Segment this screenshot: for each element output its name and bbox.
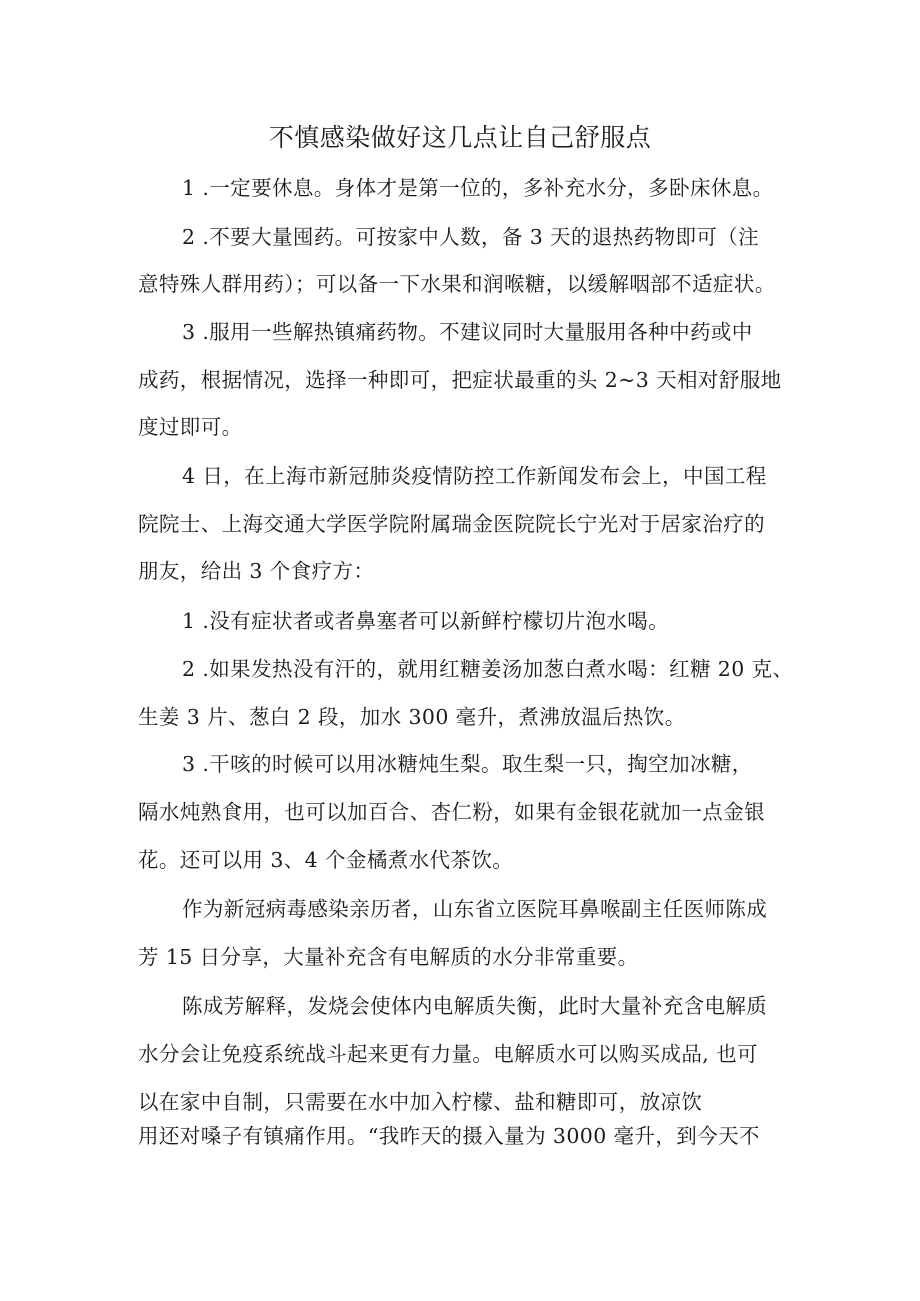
- text-line-18: 陈成芳解释，发烧会使体内电解质失衡，此时大量补充含电解质: [182, 994, 768, 1018]
- text-line-3: 意特殊人群用药）；可以备一下水果和润喉糖，以缓解咽部不适症状。: [138, 272, 776, 296]
- text-line-4: 3 .服用一些解热镇痛药物。不建议同时大量服用各种中药或中: [182, 320, 753, 344]
- text-line-15: 花。还可以用 3、4 个金橘煮水代茶饮。: [138, 848, 514, 872]
- text-line-6: 度过即可。: [138, 415, 243, 439]
- text-line-17: 芳 15 日分享，大量补充含有电解质的水分非常重要。: [138, 945, 639, 969]
- text-line-21: 用还对嗓子有镇痛作用。“我昨天的摄入量为 3000 毫升，到今天不: [138, 1124, 760, 1148]
- text-line-9: 朋友，给出 3 个食疗方：: [138, 559, 375, 583]
- text-line-8: 院院士、上海交通大学医学院附属瑞金医院院长宁光对于居家治疗的: [138, 512, 765, 536]
- text-line-16: 作为新冠病毒感染亲历者，山东省立医院耳鼻喉副主任医师陈成: [182, 897, 768, 921]
- document-title: 不慎感染做好这几点让自己舒服点: [268, 123, 652, 152]
- text-line-14: 隔水炖熟食用，也可以加百合、杏仁粉，如果有金银花就加一点金银: [138, 800, 765, 824]
- text-line-1: 1 .一定要休息。身体才是第一位的，多补充水分，多卧床休息。: [182, 176, 774, 200]
- text-line-2: 2 .不要大量囤药。可按家中人数，备 3 天的退热药物即可（注: [182, 225, 760, 249]
- text-line-5: 成药，根据情况，选择一种即可，把症状最重的头 2~3 天相对舒服地: [138, 368, 782, 392]
- text-line-13: 3 .干咳的时候可以用冰糖炖生梨。取生梨一只，掏空加冰糖，: [182, 752, 753, 776]
- text-line-11: 2 .如果发热没有汗的，就用红糖姜汤加葱白煮水喝：红糖 20 克、: [182, 657, 794, 681]
- text-line-7: 4 日，在上海市新冠肺炎疫情防控工作新闻发布会上，中国工程: [182, 464, 767, 488]
- text-line-12: 生姜 3 片、葱白 2 段，加水 300 毫升，煮沸放温后热饮。: [138, 705, 686, 729]
- text-line-19: 水分会让免疫系统战斗起来更有力量。电解质水可以购买成品, 也可: [138, 1042, 758, 1066]
- text-line-20: 以在家中自制，只需要在水中加入柠檬、盐和糖即可，放凉饮: [138, 1090, 703, 1114]
- text-line-10: 1 .没有症状者或者鼻塞者可以新鲜柠檬切片泡水喝。: [182, 609, 670, 633]
